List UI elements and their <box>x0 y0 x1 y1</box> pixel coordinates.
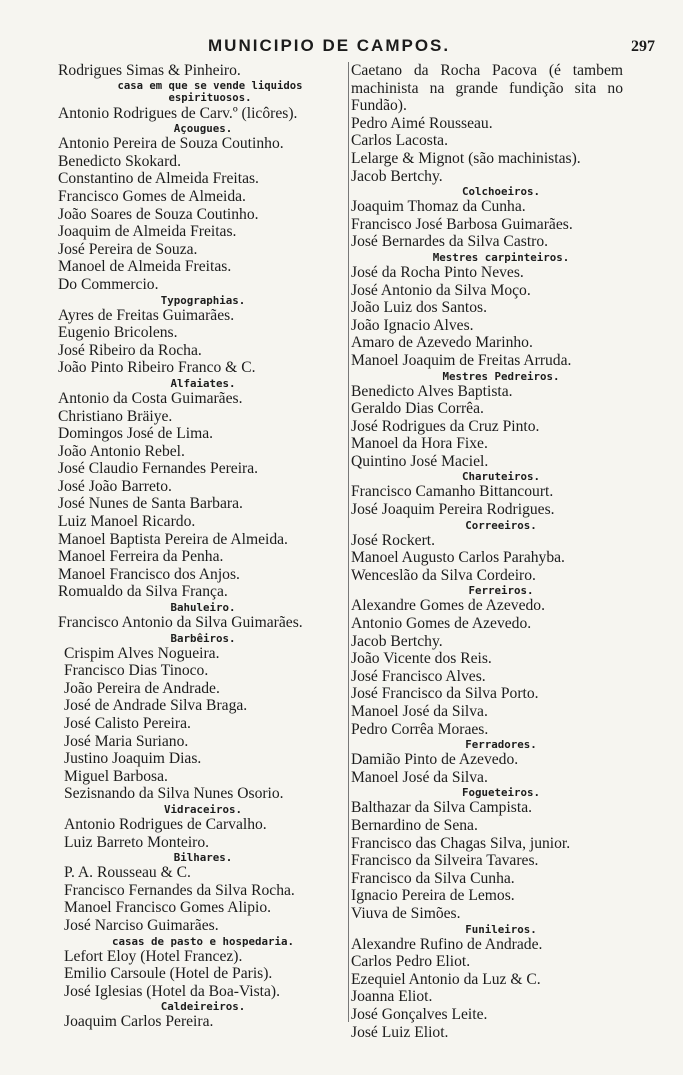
list-item: Francisco da Silva Cunha. <box>351 869 515 887</box>
list-item: Ayres de Freitas Guimarães. <box>58 306 235 324</box>
list-item: José da Rocha Pinto Neves. <box>351 263 524 281</box>
list-item: Manoel Augusto Carlos Parahyba. <box>351 549 565 567</box>
section-heading-charuteiros: Charuteiros. <box>461 470 540 484</box>
list-item: Jacob Bertchy. <box>351 167 443 185</box>
list-item: Manoel José da Silva. <box>351 768 488 786</box>
section-heading-alfaiates: Alfaiates. <box>170 376 236 390</box>
list-item: José João Barreto. <box>58 477 172 495</box>
list-item: Alexandre Gomes de Azevedo. <box>351 597 545 615</box>
list-item: Manoel de Almeida Freitas. <box>58 258 232 276</box>
list-item: João Pereira de Andrade. <box>64 679 220 697</box>
list-item: Manoel José da Silva. <box>351 703 488 720</box>
section-heading-barbeiros: Barbêiros. <box>170 631 236 645</box>
list-item: José Pereira de Souza. <box>58 240 198 258</box>
list-item: Manoel Francisco dos Anjos. <box>58 565 240 583</box>
list-item: Romualdo da Silva França. <box>58 583 228 601</box>
page-number: 297 <box>631 38 655 55</box>
list-item: Francisco das Chagas Silva, junior. <box>351 834 571 852</box>
list-item: José Claudio Fernandes Pereira. <box>58 460 259 478</box>
list-item: Luiz Barreto Monteiro. <box>64 833 210 851</box>
list-item: P. A. Rousseau & C. <box>64 864 191 882</box>
list-item: Antonio Rodrigues de Carv.º (licôres). <box>58 104 298 122</box>
list-item: Joaquim Carlos Pereira. <box>64 1013 214 1031</box>
section-heading-mestres-carpinteiros: Mestres carpinteiros. <box>432 250 570 264</box>
section-heading-mestres-pedreiros: Mestres Pedreiros. <box>442 369 560 383</box>
list-item: Constantino de Almeida Freitas. <box>58 170 259 188</box>
list-item: João Luiz dos Santos. <box>351 299 488 317</box>
list-item: Pedro Aimé Rousseau. <box>351 114 493 132</box>
list-item: Jacob Bertchy. <box>351 632 443 650</box>
list-item: Damião Pinto de Azevedo. <box>351 751 519 769</box>
list-item: Lefort Eloy (Hotel Francez). <box>64 947 243 965</box>
list-item: Balthazar da Silva Campista. <box>351 799 533 817</box>
list-item: Ignacio Pereira de Lemos. <box>351 887 515 905</box>
list-item: Carlos Pedro Eliot. <box>351 953 471 971</box>
list-item: José Bernardes da Silva Castro. <box>351 233 549 251</box>
list-item: Antonio Gomes de Azevedo. <box>351 615 532 633</box>
list-item: José Ribeiro da Rocha. <box>58 341 202 359</box>
list-item: Pedro Corrêa Moraes. <box>351 720 489 738</box>
list-item: Francisco Gomes de Almeida. <box>58 187 246 205</box>
section-heading-acougues: Açougues. <box>173 122 233 136</box>
list-item: Antonio Rodrigues de Carvalho. <box>64 815 267 833</box>
list-item: Lelarge & Mignot (são machinistas). <box>351 149 581 167</box>
list-item: José Rodrigues da Cruz Pinto. <box>351 417 540 435</box>
section-heading-colchoeiros: Colchoeiros. <box>461 185 540 199</box>
list-item: Caetano da Rocha Pacova (é tambem machinista na grande fundição sita no Fundão). <box>351 62 623 115</box>
list-item: José Rockert. <box>351 531 436 549</box>
list-item: Francisco Fernandes da Silva Rocha. <box>64 881 295 899</box>
section-heading-funileiros: Funileiros. <box>465 922 537 936</box>
list-item: Wenceslão da Silva Cordeiro. <box>351 566 536 584</box>
list-item: Antonio da Costa Guimarães. <box>58 389 243 407</box>
list-item: Sezisnando da Silva Nunes Osorio. <box>64 785 284 803</box>
list-item: Bernardino de Sena. <box>351 816 478 834</box>
list-item: Domingos José de Lima. <box>58 425 214 443</box>
right-column <box>348 62 651 1041</box>
list-item: Joaquim de Almeida Freitas. <box>58 223 237 241</box>
list-item: Francisco José Barbosa Guimarães. <box>351 215 573 233</box>
list-item: Joaquim Thomaz da Cunha. <box>351 198 526 216</box>
list-item: Manoel Ferreira da Penha. <box>58 548 224 566</box>
list-item: Manoel Baptista Pereira de Almeida. <box>58 530 288 548</box>
list-item: João Pinto Ribeiro Franco & C. <box>58 359 256 377</box>
list-item: José Narciso Guimarães. <box>64 916 219 934</box>
list-item: Benedicto Skokard. <box>58 152 181 170</box>
left-column <box>58 62 348 1031</box>
section-heading-ferreiros: Ferreiros. <box>468 584 534 598</box>
list-item: Francisco Antonio da Silva Guimarães. <box>58 614 303 632</box>
page-header <box>0 28 683 55</box>
list-item: José Nunes de Santa Barbara. <box>58 495 243 513</box>
list-item: Antonio Pereira de Souza Coutinho. <box>58 135 284 153</box>
list-item: José Francisco da Silva Porto. <box>351 685 539 703</box>
list-item: Miguel Barbosa. <box>64 767 168 785</box>
section-heading-fogueteiros: Fogueteiros. <box>461 786 540 800</box>
section-heading-correeiros: Correeiros. <box>465 518 537 532</box>
section-heading-vidraceiros: Vidraceiros. <box>163 802 242 816</box>
section-heading-casas-de-pasto: casas de pasto e hospedaria. <box>111 934 294 948</box>
list-item: José Calisto Pereira. <box>64 715 191 732</box>
list-item: Eugenio Bricolens. <box>58 324 178 342</box>
list-item: Alexandre Rufino de Andrade. <box>351 935 543 953</box>
section-heading-bilhares: Bilhares. <box>173 851 233 865</box>
list-item: Carlos Lacosta. <box>351 132 448 150</box>
list-item: João Antonio Rebel. <box>58 442 185 460</box>
list-item: Do Commercio. <box>58 275 159 293</box>
list-item: Francisco Camanho Bittancourt. <box>351 483 554 501</box>
list-item: Rodrigues Simas & Pinheiro. <box>58 62 241 79</box>
list-item: Ezequiel Antonio da Luz & C. <box>351 970 541 988</box>
list-item: Viuva de Simões. <box>351 904 461 922</box>
list-item: José Joaquim Pereira Rodrigues. <box>351 501 555 519</box>
list-item: Amaro de Azevedo Marinho. <box>351 334 533 352</box>
section-heading-bahuleiro: Bahuleiro. <box>170 601 236 615</box>
list-item: Christiano Bräiye. <box>58 407 173 425</box>
list-item: Manoel Francisco Gomes Alipio. <box>64 899 272 917</box>
list-item: Emilio Carsoule (Hotel de Paris). <box>64 965 273 983</box>
list-item: José de Andrade Silva Braga. <box>64 697 248 715</box>
list-item: Benedicto Alves Baptista. <box>351 382 513 400</box>
list-item: Joanna Eliot. <box>351 988 433 1006</box>
list-item: João Soares de Souza Coutinho. <box>58 205 259 223</box>
list-item: Quintino José Maciel. <box>351 452 489 470</box>
list-item: João Ignacio Alves. <box>351 316 474 334</box>
list-item: José Francisco Alves. <box>351 667 486 685</box>
list-item: José Maria Suriano. <box>64 732 189 750</box>
list-item: José Antonio da Silva Moço. <box>351 281 531 299</box>
list-item: José Gonçalves Leite. <box>351 1005 488 1023</box>
section-heading-ferradores: Ferradores. <box>465 738 537 752</box>
page-title: MUNICIPIO DE CAMPOS. <box>208 36 451 55</box>
list-item: Francisco Dias Tinoco. <box>64 662 209 680</box>
list-item: José Iglesias (Hotel da Boa-Vista). <box>64 982 281 1000</box>
section-heading-typographias: Typographias. <box>160 293 246 307</box>
list-item: Manoel Joaquim de Freitas Arruda. <box>351 351 572 369</box>
list-item: Manoel da Hora Fixe. <box>351 435 488 453</box>
section-heading-casa: casa em que se vende liquidos espirituosos. <box>117 79 303 105</box>
list-item: Luiz Manoel Ricardo. <box>58 513 196 531</box>
list-item: José Luiz Eliot. <box>351 1023 449 1041</box>
list-item: Geraldo Dias Corrêa. <box>351 400 484 418</box>
list-item: Crispim Alves Nogueira. <box>64 644 220 662</box>
list-item: João Vicente dos Reis. <box>351 650 492 668</box>
list-item: Justino Joaquim Dias. <box>64 750 202 768</box>
section-heading-caldeireiros: Caldeireiros. <box>160 1000 246 1014</box>
list-item: Francisco da Silveira Tavares. <box>351 852 539 870</box>
